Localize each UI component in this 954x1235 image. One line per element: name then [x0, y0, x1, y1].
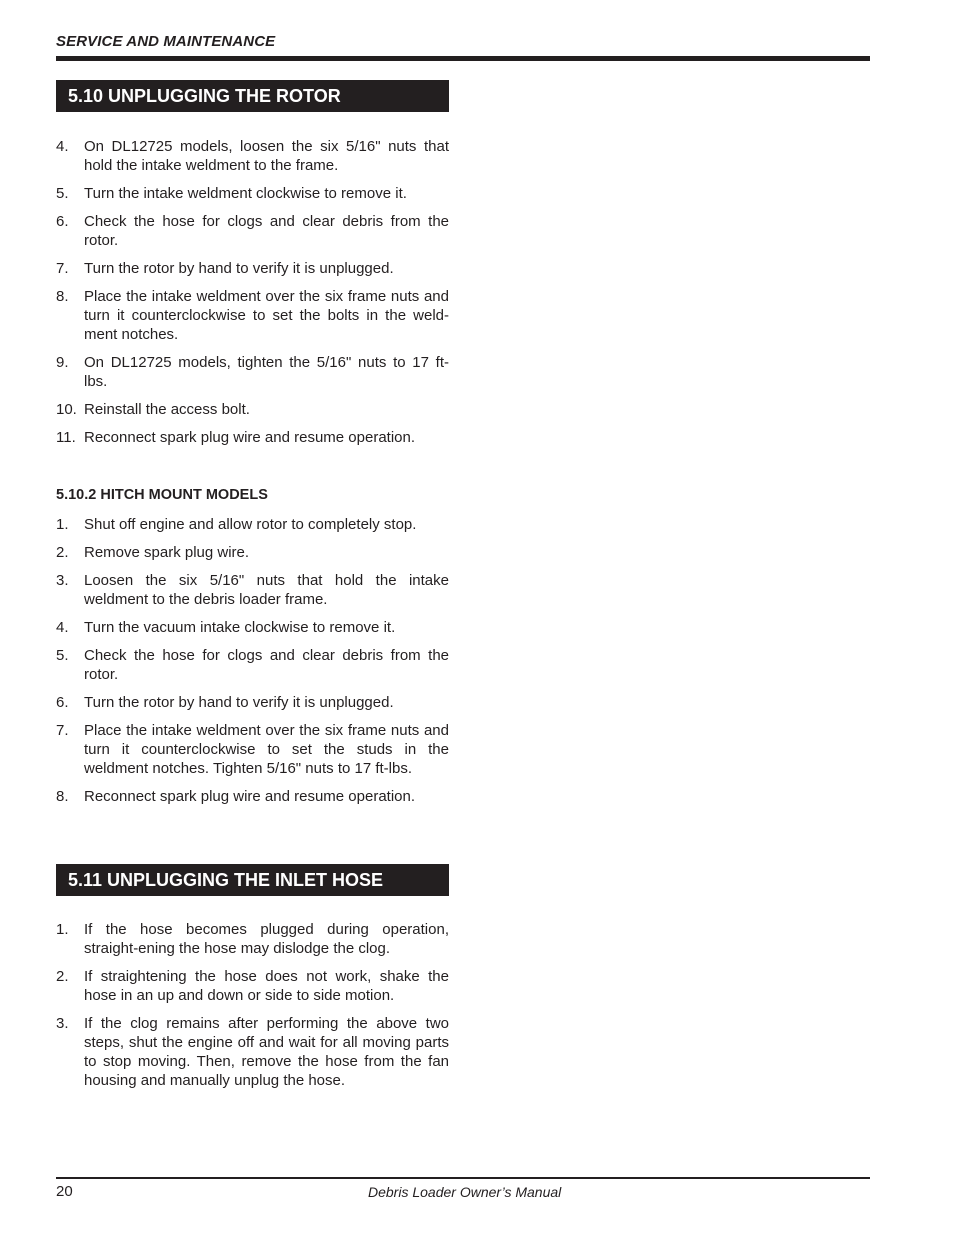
- list-item-number: 11.: [56, 429, 76, 446]
- list-item-text: On DL12725 models, tighten the 5/16" nuts to 17 ft-lbs.: [84, 354, 449, 390]
- list-item-text: Turn the intake weldment clockwise to remove it.: [84, 185, 407, 202]
- section-510-title: 5.10 UNPLUGGING THE ROTOR: [56, 80, 449, 112]
- list-item-text: Remove spark plug wire.: [84, 544, 250, 561]
- page-number: 20: [56, 1183, 73, 1200]
- list-item: [56, 618, 449, 637]
- section-511-title: 5.11 UNPLUGGING THE INLET HOSE: [56, 864, 449, 896]
- list-item-text: If the clog remains after performing the above two steps, shut the engine off and wait for all moving parts to stop moving. Then, remove the hose from the fan housing and manually unplug the hose.: [84, 1015, 449, 1089]
- list-item-text: Check the hose for clogs and clear debris from the rotor.: [84, 213, 449, 249]
- list-item-text: Turn the rotor by hand to verify it is unplugged.: [84, 694, 394, 711]
- list-item-number: 3.: [56, 1015, 69, 1032]
- header-rule: [56, 56, 870, 61]
- section-511-list: [56, 920, 449, 1099]
- list-item-text: Reinstall the access bolt.: [84, 401, 250, 418]
- list-item: [56, 1014, 449, 1090]
- list-item: [56, 212, 449, 250]
- list-item-number: 7.: [56, 722, 69, 739]
- list-item-number: 9.: [56, 354, 69, 371]
- list-item-number: 3.: [56, 572, 69, 589]
- list-item-number: 4.: [56, 138, 69, 155]
- list-item-text: Place the intake weldment over the six frame nuts and turn it counterclockwise to set the studs in the weldment notches. Tighten 5/16" nuts to 17 ft-lbs.: [84, 722, 449, 777]
- list-item-number: 4.: [56, 619, 69, 636]
- list-item-number: 8.: [56, 288, 69, 305]
- list-item-text: If the hose becomes plugged during operation, straight-ening the hose may dislodge the clog.: [84, 921, 449, 957]
- list-item: [56, 259, 449, 278]
- list-item-number: 2.: [56, 544, 69, 561]
- list-item-text: Shut off engine and allow rotor to completely stop.: [84, 516, 417, 533]
- list-item: [56, 646, 449, 684]
- list-item-text: Turn the vacuum intake clockwise to remove it.: [84, 619, 396, 636]
- list-item: [56, 515, 449, 534]
- list-item-number: 7.: [56, 260, 69, 277]
- list-item: [56, 571, 449, 609]
- list-item-number: 1.: [56, 516, 69, 533]
- header-label: SERVICE AND MAINTENANCE: [56, 33, 276, 50]
- list-item: [56, 543, 449, 562]
- list-item-number: 10.: [56, 401, 77, 418]
- list-item: [56, 967, 449, 1005]
- footer-rule: [56, 1177, 870, 1179]
- manual-title: Debris Loader Owner’s Manual: [368, 1184, 562, 1200]
- list-item-text: Loosen the six 5/16" nuts that hold the intake weldment to the debris loader frame.: [84, 572, 449, 608]
- section-510-list: [56, 137, 449, 456]
- list-item-text: If straightening the hose does not work, shake the hose in an up and down or side to side motion.: [84, 968, 449, 1004]
- list-item-text: Turn the rotor by hand to verify it is unplugged.: [84, 260, 394, 277]
- list-item-text: Reconnect spark plug wire and resume operation.: [84, 788, 416, 805]
- list-item-number: 6.: [56, 694, 69, 711]
- list-item: [56, 920, 449, 958]
- list-item-number: 1.: [56, 921, 69, 938]
- list-item: [56, 787, 449, 806]
- list-item-number: 5.: [56, 185, 69, 202]
- section-5102-list: [56, 515, 449, 815]
- list-item-number: 8.: [56, 788, 69, 805]
- list-item: [56, 184, 449, 203]
- list-item-text: Place the intake weldment over the six frame nuts and turn it counterclockwise to set the bolts in the weld-ment notches.: [84, 288, 449, 343]
- list-item: [56, 353, 449, 391]
- list-item-text: Reconnect spark plug wire and resume operation.: [84, 429, 416, 446]
- list-item: [56, 428, 449, 447]
- list-item: [56, 400, 449, 419]
- list-item-number: 2.: [56, 968, 69, 985]
- list-item: [56, 693, 449, 712]
- list-item-number: 6.: [56, 213, 69, 230]
- list-item: [56, 721, 449, 778]
- list-item-number: 5.: [56, 647, 69, 664]
- list-item-text: On DL12725 models, loosen the six 5/16" nuts that hold the intake weldment to the frame.: [84, 138, 449, 174]
- section-5102-title: 5.10.2 HITCH MOUNT MODELS: [56, 487, 268, 503]
- list-item: [56, 287, 449, 344]
- list-item-text: Check the hose for clogs and clear debris from the rotor.: [84, 647, 449, 683]
- list-item: [56, 137, 449, 175]
